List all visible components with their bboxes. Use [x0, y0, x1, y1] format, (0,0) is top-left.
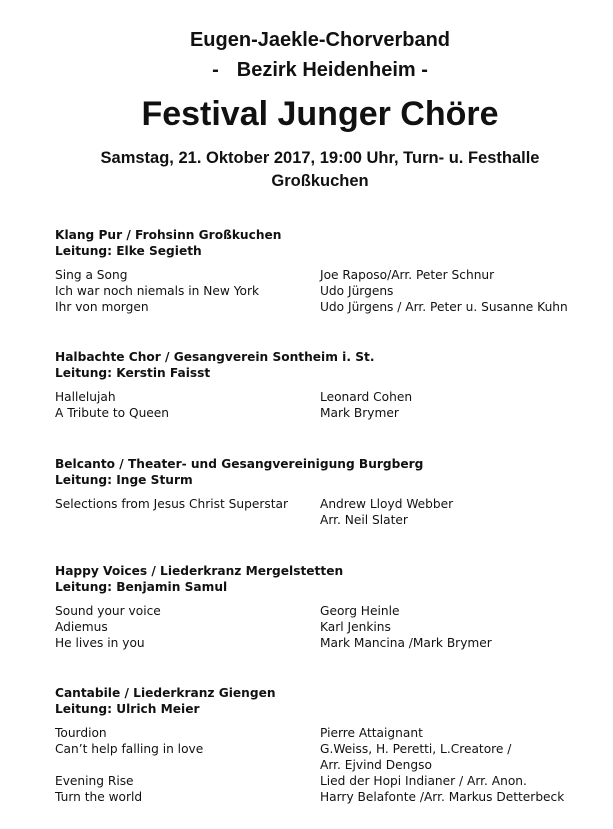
program-row: [55, 619, 605, 635]
song-title: Selections from Jesus Christ Superstar: [55, 497, 288, 511]
song-title: [55, 512, 320, 528]
song-title: Sing a Song: [55, 268, 128, 282]
song-title: Hallelujah: [55, 390, 116, 404]
program-row: [55, 741, 605, 757]
program-row: [55, 757, 605, 773]
song-composer: G.Weiss, H. Peretti, L.Creatore /: [320, 742, 512, 756]
choir-name: Belcanto / Theater- und Gesangvereinigung Burgberg: [55, 457, 424, 471]
choir-leader: Leitung: Elke Segieth: [55, 244, 202, 258]
program-row: [55, 635, 605, 651]
song-title: [55, 757, 320, 773]
song-title: Ihr von morgen: [55, 300, 149, 314]
program-row: [55, 405, 605, 421]
song-composer: Arr. Ejvind Dengso: [320, 758, 432, 772]
program-row: [55, 725, 605, 741]
choir-block-halbachte-chor: [55, 349, 605, 421]
choir-name: Klang Pur / Frohsinn Großkuchen: [55, 228, 282, 242]
song-composer: Andrew Lloyd Webber: [320, 497, 454, 511]
song-composer: Joe Raposo/Arr. Peter Schnur: [320, 268, 495, 282]
choir-block-cantabile: [55, 685, 605, 805]
program-row: [55, 267, 605, 283]
district-name: Bezirk Heidenheim -: [236, 59, 428, 81]
song-title: Adiemus: [55, 620, 108, 634]
district-dash: -: [212, 59, 219, 81]
program-row: [55, 299, 605, 315]
event-place: Großkuchen: [271, 172, 369, 190]
choir-block-klang-pur: [55, 227, 605, 315]
song-title: Can’t help falling in love: [55, 742, 204, 756]
song-composer: Mark Mancina /Mark Brymer: [320, 636, 492, 650]
song-title: A Tribute to Queen: [55, 406, 170, 420]
event-date-line: Samstag, 21. Oktober 2017, 19:00 Uhr, Turn- u. Festhalle: [100, 149, 540, 167]
district-line: [0, 58, 613, 82]
program-row: [55, 773, 605, 789]
choir-leader: Leitung: Benjamin Samul: [55, 580, 228, 594]
song-title: Turn the world: [55, 790, 143, 804]
choir-leader: Leitung: Kerstin Faisst: [55, 366, 211, 380]
choir-name: Cantabile / Liederkranz Giengen: [55, 686, 276, 700]
song-title: Evening Rise: [55, 774, 134, 788]
choir-leader: Leitung: Inge Sturm: [55, 473, 193, 487]
song-composer: Georg Heinle: [320, 604, 400, 618]
song-title: He lives in you: [55, 636, 145, 650]
song-composer: Lied der Hopi Indianer / Arr. Anon.: [320, 774, 527, 788]
choir-leader: Leitung: Ulrich Meier: [55, 702, 200, 716]
program-row: [55, 496, 605, 512]
song-composer: Mark Brymer: [320, 406, 399, 420]
choir-name: Happy Voices / Liederkranz Mergelstetten: [55, 564, 344, 578]
program-row: [55, 512, 605, 528]
song-composer: Leonard Cohen: [320, 390, 413, 404]
song-composer: Arr. Neil Slater: [320, 513, 408, 527]
choir-block-belcanto: [55, 456, 605, 528]
program-row: [55, 389, 605, 405]
song-composer: Udo Jürgens: [320, 284, 394, 298]
song-composer: Pierre Attaignant: [320, 726, 423, 740]
event-title: Festival Junger Chöre: [141, 95, 499, 133]
choir-block-happy-voices: [55, 563, 605, 651]
song-composer: Karl Jenkins: [320, 620, 391, 634]
program-row: [55, 789, 605, 805]
song-composer: Udo Jürgens / Arr. Peter u. Susanne Kuhn: [320, 300, 568, 314]
program-row: [55, 283, 605, 299]
organization-name: Eugen-Jaekle-Chorverband: [189, 29, 451, 51]
song-title: Tourdion: [55, 726, 107, 740]
song-title: Ich war noch niemals in New York: [55, 284, 260, 298]
song-composer: Harry Belafonte /Arr. Markus Detterbeck: [320, 790, 565, 804]
program-row: [55, 603, 605, 619]
song-title: Sound your voice: [55, 604, 161, 618]
choir-name: Halbachte Chor / Gesangverein Sontheim i. St.: [55, 350, 375, 364]
